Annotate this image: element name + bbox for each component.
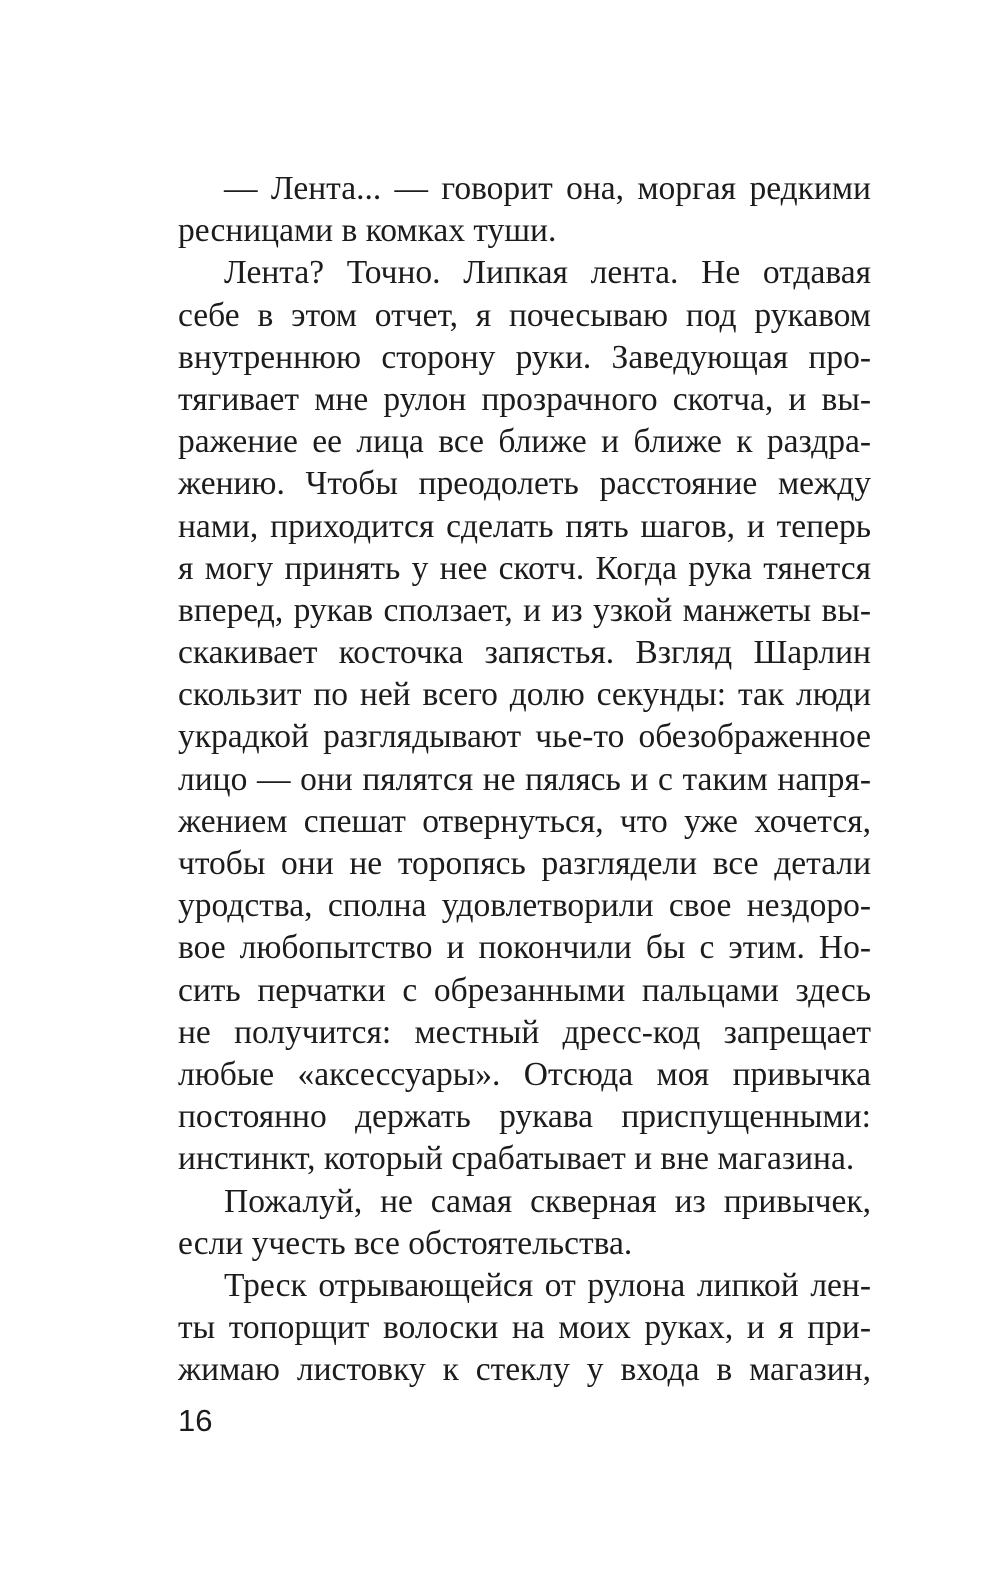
text-line: ты топорщит волоски на моих руках, и я при- bbox=[178, 1309, 871, 1347]
text-line: Треск отрывающейся от рулона липкой лен- bbox=[224, 1266, 871, 1304]
text-line: Пожалуй, не самая скверная из привычек, bbox=[224, 1182, 871, 1220]
text-line: лицо — они пялятся не пялясь и с таким напря- bbox=[178, 760, 871, 798]
text-line: скользит по ней всего долю секунды: так люди bbox=[178, 676, 871, 714]
text-line: чтобы они не торопясь разглядели все детали bbox=[178, 845, 871, 882]
page-number: 16 bbox=[178, 1403, 213, 1438]
text-line: вперед, рукав сползает, и из узкой манжеты вы- bbox=[178, 591, 871, 629]
text-line: постоянно держать рукава приспущенными: bbox=[178, 1098, 871, 1136]
text-line: скакивает косточка запястья. Взгляд Шарлин bbox=[178, 634, 871, 672]
text-line: нами, приходится сделать пять шагов, и теперь bbox=[178, 507, 871, 545]
text-line: украдкой разглядывают чье-то обезображенное bbox=[178, 718, 871, 756]
text-line: инстинкт, который срабатывает и вне магазина. bbox=[178, 1140, 855, 1178]
text-line: я могу принять у нее скотч. Когда рука тянется bbox=[178, 549, 871, 587]
text-line: вое любопытство и покончили бы с этим. Но- bbox=[178, 929, 871, 967]
text-line: не получится: местный дресс-код запрещает bbox=[178, 1013, 871, 1051]
text-line: жимаю листовку к стеклу у входа в магазин, bbox=[178, 1351, 871, 1389]
text-line: любые «аксессуары». Отсюда моя привычка bbox=[178, 1055, 871, 1093]
text-line: ресницами в комках туши. bbox=[178, 212, 557, 250]
text-line: если учесть все обстоятельства. bbox=[178, 1224, 633, 1262]
text-line: ражение ее лица все ближе и ближе к раздра- bbox=[178, 423, 871, 461]
text-line: — Лента... — говорит она, моргая редкими bbox=[224, 170, 871, 207]
text-line: Лента? Точно. Липкая лента. Не отдавая bbox=[224, 254, 871, 292]
text-line: жению. Чтобы преодолеть расстояние между bbox=[178, 465, 871, 503]
text-line: внутреннюю сторону руки. Заведующая про- bbox=[178, 338, 871, 376]
text-line: уродства, сполна удовлетворили свое нездоро- bbox=[178, 887, 871, 925]
text-line: сить перчатки с обрезанными пальцами здесь bbox=[178, 971, 871, 1009]
text-line: жением спешат отвернуться, что уже хочется, bbox=[178, 802, 871, 840]
text-line: себе в этом отчет, я почесываю под рукавом bbox=[178, 296, 871, 334]
body-text bbox=[178, 168, 871, 1391]
text-line: тягивает мне рулон прозрачного скотча, и вы- bbox=[178, 380, 871, 418]
